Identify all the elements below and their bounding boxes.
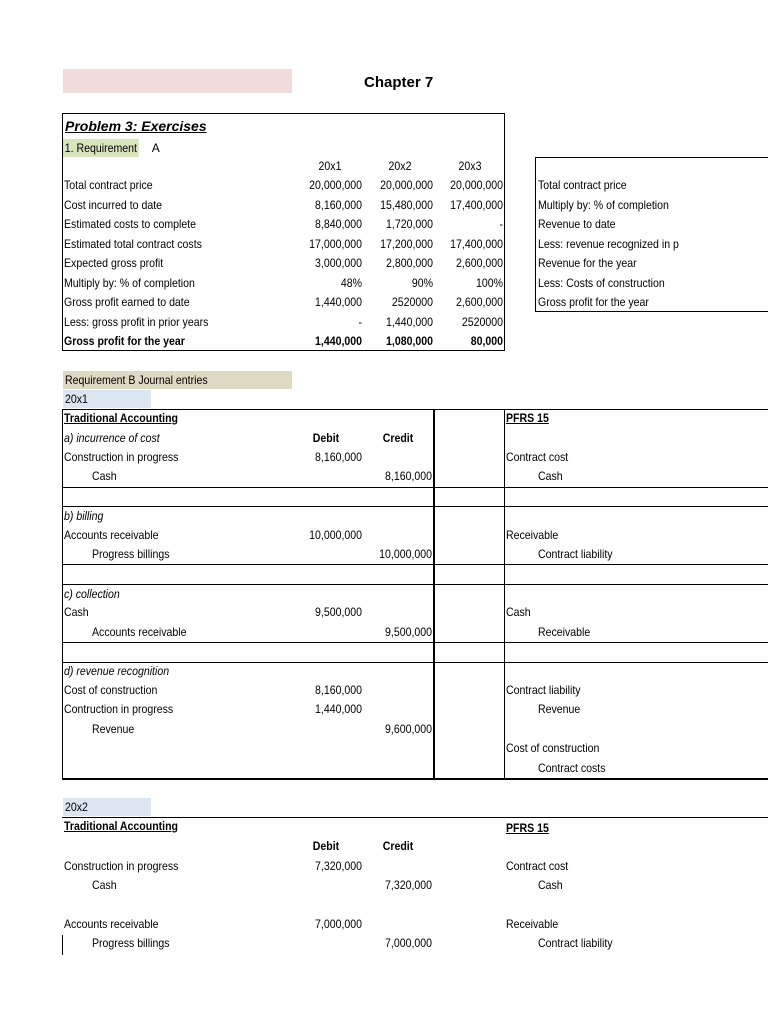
- entry-b-debit-account: Accounts receivable: [64, 528, 159, 542]
- pfrs-a-debit: Contract cost: [506, 450, 569, 464]
- entry-c-credit-account: Accounts receivable: [92, 625, 187, 639]
- entry-d-debit-account-1: Cost of construction: [64, 683, 158, 697]
- year-header: 20x1: [318, 159, 342, 173]
- req-a-cell: 100%: [475, 275, 503, 290]
- grid-line: [62, 487, 768, 488]
- req-a-cell: 1,720,000: [386, 217, 433, 231]
- req-a-cell: 17,200,000: [380, 236, 433, 251]
- grid-line: [62, 564, 768, 565]
- year-header: 20x2: [388, 159, 412, 173]
- req-a-cell: 2,800,000: [386, 256, 433, 270]
- req-a-cell: 8,160,000: [315, 197, 362, 212]
- y2-pfrs-debit: Contract cost: [506, 859, 569, 873]
- requirement-a-prefix: 1. Requirement: [64, 141, 137, 155]
- req-a-cell: 2520000: [461, 314, 503, 329]
- req-a-cell: 1,080,000: [386, 334, 433, 348]
- entry-b-debit-amount: 10,000,000: [309, 528, 362, 542]
- entry-d-debit-account-2: Contruction in progress: [64, 702, 174, 716]
- right-row-label: Multiply by: % of completion: [538, 197, 669, 212]
- y2-credit-account: Cash: [92, 878, 117, 892]
- req-a-cell: 3,000,000: [315, 256, 362, 270]
- req-a-cell: 15,480,000: [380, 197, 433, 212]
- grid-line: [433, 409, 435, 779]
- right-row-label: Gross profit for the year: [538, 295, 649, 309]
- req-a-cell: 2,600,000: [456, 256, 503, 270]
- right-row-label: Less: Costs of construction: [538, 275, 665, 290]
- entry-c-label: c) collection: [64, 587, 120, 601]
- y2-debit-account: Construction in progress: [64, 859, 179, 873]
- pfrs-b-debit: Receivable: [506, 528, 559, 542]
- req-a-cell: 1,440,000: [386, 314, 433, 329]
- req-a-row-label: Cost incurred to date: [64, 197, 163, 212]
- traditional-accounting-title: Traditional Accounting: [64, 411, 179, 425]
- req-a-row-label: Expected gross profit: [64, 256, 164, 270]
- credit-header: Credit: [382, 431, 414, 445]
- grid-line: [62, 506, 768, 507]
- req-a-cell: 17,000,000: [309, 236, 362, 251]
- req-a-row-label: Gross profit earned to date: [64, 295, 190, 309]
- entry-a-credit-amount: 8,160,000: [385, 469, 432, 483]
- requirement-a-suffix: A: [149, 141, 160, 155]
- grid-line: [62, 817, 768, 818]
- pfrs-d-debit-1: Contract liability: [506, 683, 581, 697]
- pfrs-c-debit: Cash: [506, 605, 531, 619]
- y2-debit-amount: 7,320,000: [315, 859, 362, 873]
- y2b-credit-account: Progress billings: [92, 936, 170, 950]
- page-title: Chapter 7: [364, 74, 434, 91]
- entry-b-credit-account: Progress billings: [92, 547, 170, 561]
- req-a-row-label: Total contract price: [64, 178, 153, 192]
- right-row-label: Revenue to date: [538, 217, 616, 231]
- pfrs15-title-20x2: PFRS 15: [506, 821, 549, 835]
- pfrs15-title: PFRS 15: [506, 411, 549, 425]
- y2-pfrs-credit: Cash: [538, 878, 563, 892]
- requirement-a-label: [63, 139, 160, 157]
- req-a-cell: 48%: [340, 275, 362, 290]
- grid-line: [62, 584, 768, 585]
- entry-a-label: a) incurrence of cost: [64, 431, 160, 445]
- entry-d-debit-amount-1: 8,160,000: [315, 683, 362, 697]
- req-a-cell: 20,000,000: [380, 178, 433, 192]
- pfrs-d-credit-2: Contract costs: [538, 761, 606, 775]
- entry-d-debit-amount-2: 1,440,000: [315, 702, 362, 716]
- debit-header: Debit: [312, 431, 340, 445]
- grid-line: [62, 662, 768, 663]
- req-a-cell: 80,000: [470, 334, 503, 348]
- entry-b-label: b) billing: [64, 509, 104, 523]
- requirement-b-title: Requirement B Journal entries: [65, 373, 208, 387]
- grid-line: [504, 409, 505, 779]
- y2b-credit-amount: 7,000,000: [385, 936, 432, 950]
- req-a-row-label: Gross profit for the year: [64, 334, 185, 348]
- req-a-row-label: Estimated costs to complete: [64, 217, 197, 231]
- year-20x2-label: 20x2: [65, 800, 88, 814]
- header-pink-bar: [63, 69, 292, 93]
- req-a-cell: 8,840,000: [315, 217, 362, 231]
- entry-d-credit-account: Revenue: [92, 722, 135, 736]
- req-a-cell: -: [358, 314, 362, 329]
- req-a-cell: -: [499, 217, 503, 231]
- req-a-row-label: Less: gross profit in prior years: [64, 314, 209, 329]
- entry-c-debit-account: Cash: [64, 605, 89, 619]
- pfrs-a-credit: Cash: [538, 469, 563, 483]
- req-a-cell: 2,600,000: [456, 295, 503, 309]
- pfrs-d-debit-2: Cost of construction: [506, 741, 600, 755]
- grid-line: [62, 409, 63, 779]
- grid-line: [62, 642, 768, 643]
- right-row-label: Revenue for the year: [538, 256, 637, 270]
- req-a-row-label: Estimated total contract costs: [64, 236, 202, 251]
- grid-line: [62, 409, 768, 410]
- year-header: 20x3: [458, 159, 482, 173]
- year-20x1-label: 20x1: [65, 392, 88, 406]
- y2b-pfrs-credit: Contract liability: [538, 936, 613, 950]
- entry-b-credit-amount: 10,000,000: [379, 547, 432, 561]
- req-a-cell: 2520000: [391, 295, 433, 309]
- entry-c-debit-amount: 9,500,000: [315, 605, 362, 619]
- y2b-debit-account: Accounts receivable: [64, 917, 159, 931]
- req-a-cell: 17,400,000: [450, 197, 503, 212]
- y2-credit-amount: 7,320,000: [385, 878, 432, 892]
- problem-title: Problem 3: Exercises: [65, 118, 207, 134]
- right-row-label: Less: revenue recognized in p: [538, 236, 679, 251]
- debit-header-20x2: Debit: [312, 839, 340, 853]
- credit-header-20x2: Credit: [382, 839, 414, 853]
- entry-d-label: d) revenue recognition: [64, 664, 170, 678]
- entry-c-credit-amount: 9,500,000: [385, 625, 432, 639]
- req-a-cell: 1,440,000: [315, 295, 362, 309]
- y2b-debit-amount: 7,000,000: [315, 917, 362, 931]
- grid-line: [62, 778, 768, 780]
- traditional-accounting-title-20x2: Traditional Accounting: [64, 819, 179, 833]
- req-a-cell: 20,000,000: [450, 178, 503, 192]
- entry-a-credit-account: Cash: [92, 469, 117, 483]
- req-a-cell: 17,400,000: [450, 236, 503, 251]
- req-a-cell: 90%: [411, 275, 433, 290]
- req-a-cell: 1,440,000: [315, 334, 362, 348]
- grid-line: [62, 935, 63, 955]
- pfrs-c-credit: Receivable: [538, 625, 591, 639]
- entry-a-debit-amount: 8,160,000: [315, 450, 362, 464]
- entry-a-debit-account: Construction in progress: [64, 450, 179, 464]
- entry-d-credit-amount: 9,600,000: [385, 722, 432, 736]
- req-a-row-label: Multiply by: % of completion: [64, 275, 195, 290]
- req-a-cell: 20,000,000: [309, 178, 362, 192]
- pfrs-b-credit: Contract liability: [538, 547, 613, 561]
- pfrs-d-credit-1: Revenue: [538, 702, 581, 716]
- y2b-pfrs-debit: Receivable: [506, 917, 559, 931]
- right-row-label: Total contract price: [538, 178, 627, 192]
